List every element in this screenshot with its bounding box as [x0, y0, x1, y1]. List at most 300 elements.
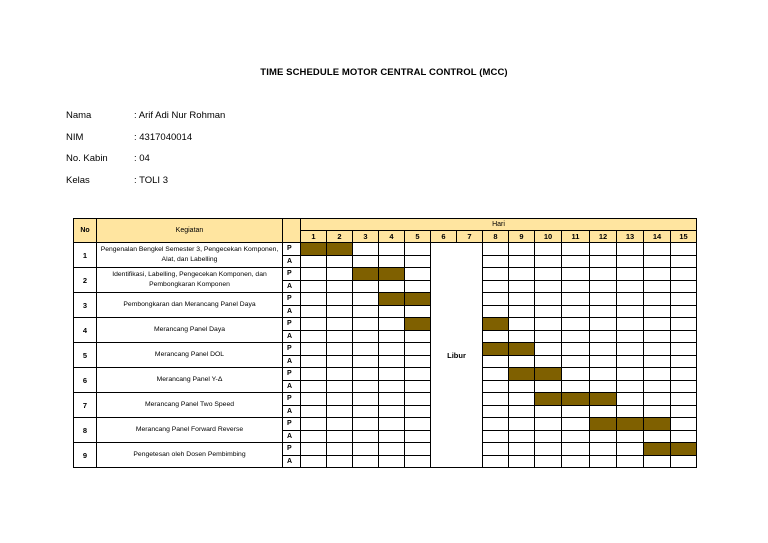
schedule-bar — [535, 393, 562, 406]
row-number: 8 — [74, 418, 97, 443]
schedule-cell — [379, 243, 405, 256]
schedule-cell — [535, 243, 562, 256]
schedule-cell — [617, 405, 644, 418]
activity-cell: Merancang Panel DOL — [97, 343, 283, 368]
schedule-cell — [671, 305, 697, 318]
schedule-cell — [379, 355, 405, 368]
schedule-cell — [535, 443, 562, 456]
schedule-cell — [379, 418, 405, 431]
schedule-cell — [509, 305, 535, 318]
plan-row — [74, 393, 697, 406]
schedule-cell — [379, 443, 405, 456]
schedule-cell — [617, 243, 644, 256]
day-header: 6 — [431, 231, 457, 243]
schedule-cell — [483, 293, 509, 306]
info-value: : Arif Adi Nur Rohman — [134, 110, 226, 121]
schedule-cell — [590, 318, 617, 331]
actual-label: A — [283, 355, 301, 368]
schedule-cell — [562, 330, 590, 343]
schedule-bar — [509, 368, 535, 381]
schedule-cell — [379, 430, 405, 443]
schedule-cell — [353, 305, 379, 318]
actual-label: A — [283, 305, 301, 318]
schedule-cell — [379, 255, 405, 268]
schedule-bar — [562, 393, 590, 406]
schedule-cell — [327, 280, 353, 293]
schedule-cell — [327, 343, 353, 356]
schedule-cell — [617, 293, 644, 306]
schedule-cell — [535, 380, 562, 393]
schedule-cell — [644, 368, 671, 381]
schedule-cell — [644, 380, 671, 393]
schedule-cell — [671, 255, 697, 268]
schedule-bar — [590, 393, 617, 406]
header-pa-blank — [283, 219, 301, 243]
schedule-cell — [617, 318, 644, 331]
schedule-cell — [405, 255, 431, 268]
schedule-cell — [483, 393, 509, 406]
day-header: 11 — [562, 231, 590, 243]
schedule-cell — [617, 343, 644, 356]
activity-cell: Merancang Panel Daya — [97, 318, 283, 343]
schedule-cell — [405, 418, 431, 431]
actual-label: A — [283, 430, 301, 443]
info-label: Kelas — [66, 175, 90, 186]
schedule-bar — [405, 293, 431, 306]
schedule-cell — [671, 280, 697, 293]
schedule-cell — [671, 368, 697, 381]
schedule-cell — [483, 305, 509, 318]
schedule-cell — [535, 268, 562, 281]
schedule-cell — [353, 455, 379, 468]
schedule-cell — [405, 280, 431, 293]
row-number: 9 — [74, 443, 97, 468]
schedule-cell — [483, 455, 509, 468]
schedule-cell — [301, 380, 327, 393]
plan-row — [74, 443, 697, 456]
schedule-cell — [301, 405, 327, 418]
activity-cell: Pembongkaran dan Merancang Panel Daya — [97, 293, 283, 318]
schedule-cell — [562, 418, 590, 431]
schedule-cell — [405, 368, 431, 381]
schedule-cell — [590, 330, 617, 343]
schedule-cell — [405, 380, 431, 393]
plan-label: P — [283, 368, 301, 381]
schedule-cell — [590, 243, 617, 256]
schedule-cell — [671, 293, 697, 306]
schedule-cell — [483, 268, 509, 281]
schedule-cell — [562, 343, 590, 356]
schedule-bar — [644, 443, 671, 456]
schedule-cell — [535, 330, 562, 343]
row-number: 4 — [74, 318, 97, 343]
schedule-cell — [353, 243, 379, 256]
schedule-cell — [301, 355, 327, 368]
schedule-cell — [671, 418, 697, 431]
schedule-bar — [671, 443, 697, 456]
day-header: 8 — [483, 231, 509, 243]
schedule-cell — [644, 405, 671, 418]
schedule-cell — [644, 355, 671, 368]
schedule-bar — [644, 418, 671, 431]
schedule-cell — [562, 443, 590, 456]
day-header: 5 — [405, 231, 431, 243]
schedule-cell — [483, 430, 509, 443]
schedule-cell — [353, 393, 379, 406]
schedule-cell — [562, 355, 590, 368]
schedule-cell — [353, 280, 379, 293]
schedule-cell — [405, 330, 431, 343]
schedule-bar — [353, 268, 379, 281]
schedule-cell — [379, 368, 405, 381]
plan-label: P — [283, 293, 301, 306]
schedule-cell — [644, 243, 671, 256]
schedule-cell — [562, 268, 590, 281]
day-header: 3 — [353, 231, 379, 243]
actual-label: A — [283, 255, 301, 268]
day-header: 7 — [457, 231, 483, 243]
schedule-cell — [617, 368, 644, 381]
schedule-cell — [353, 355, 379, 368]
plan-label: P — [283, 343, 301, 356]
schedule-cell — [301, 418, 327, 431]
day-header: 12 — [590, 231, 617, 243]
plan-label: P — [283, 393, 301, 406]
row-number: 1 — [74, 243, 97, 268]
schedule-cell — [509, 268, 535, 281]
schedule-cell — [405, 443, 431, 456]
schedule-cell — [644, 343, 671, 356]
schedule-bar — [509, 343, 535, 356]
schedule-cell — [617, 380, 644, 393]
schedule-cell — [483, 255, 509, 268]
schedule-cell — [590, 268, 617, 281]
schedule-cell — [301, 268, 327, 281]
schedule-cell — [535, 418, 562, 431]
schedule-cell — [509, 280, 535, 293]
schedule-bar — [327, 243, 353, 256]
schedule-cell — [562, 243, 590, 256]
schedule-cell — [535, 430, 562, 443]
schedule-cell — [617, 443, 644, 456]
activity-cell: Merancang Panel Y-Δ — [97, 368, 283, 393]
activity-cell: Identifikasi, Labelling, Pengecekan Komponen, dan Pembongkaran Komponen — [97, 268, 283, 293]
schedule-cell — [483, 405, 509, 418]
info-value: : 4317040014 — [134, 132, 193, 143]
schedule-cell — [590, 443, 617, 456]
schedule-cell — [590, 368, 617, 381]
schedule-cell — [509, 393, 535, 406]
schedule-cell — [379, 405, 405, 418]
schedule-cell — [483, 368, 509, 381]
schedule-cell — [405, 393, 431, 406]
schedule-bar — [483, 343, 509, 356]
day-header: 10 — [535, 231, 562, 243]
schedule-cell — [405, 405, 431, 418]
schedule-cell — [327, 305, 353, 318]
schedule-cell — [509, 330, 535, 343]
plan-label: P — [283, 443, 301, 456]
schedule-cell — [327, 330, 353, 343]
schedule-cell — [617, 305, 644, 318]
plan-row — [74, 418, 697, 431]
schedule-cell — [590, 280, 617, 293]
row-number: 2 — [74, 268, 97, 293]
schedule-cell — [590, 305, 617, 318]
schedule-cell — [405, 268, 431, 281]
holiday-cell: Libur — [431, 243, 483, 468]
schedule-cell — [301, 318, 327, 331]
schedule-cell — [379, 455, 405, 468]
schedule-cell — [590, 405, 617, 418]
schedule-cell — [379, 380, 405, 393]
schedule-cell — [327, 430, 353, 443]
schedule-cell — [590, 455, 617, 468]
info-label: Nama — [66, 110, 92, 121]
schedule-cell — [644, 305, 671, 318]
schedule-cell — [353, 368, 379, 381]
day-header: 14 — [644, 231, 671, 243]
schedule-cell — [644, 268, 671, 281]
schedule-cell — [301, 393, 327, 406]
schedule-cell — [301, 455, 327, 468]
day-header: 13 — [617, 231, 644, 243]
day-header: 4 — [379, 231, 405, 243]
activity-cell: Merancang Panel Two Speed — [97, 393, 283, 418]
schedule-cell — [353, 380, 379, 393]
schedule-cell — [483, 243, 509, 256]
schedule-cell — [617, 393, 644, 406]
info-label: NIM — [66, 132, 84, 143]
row-number: 6 — [74, 368, 97, 393]
schedule-cell — [301, 293, 327, 306]
schedule-cell — [644, 393, 671, 406]
schedule-cell — [535, 293, 562, 306]
schedule-cell — [405, 305, 431, 318]
schedule-cell — [535, 280, 562, 293]
schedule-cell — [301, 368, 327, 381]
schedule-cell — [617, 455, 644, 468]
schedule-cell — [590, 380, 617, 393]
schedule-cell — [301, 280, 327, 293]
schedule-cell — [535, 455, 562, 468]
schedule-cell — [405, 455, 431, 468]
schedule-bar — [379, 268, 405, 281]
schedule-cell — [562, 455, 590, 468]
schedule-cell — [535, 355, 562, 368]
schedule-cell — [617, 430, 644, 443]
schedule-cell — [327, 380, 353, 393]
schedule-table — [73, 218, 697, 468]
schedule-bar — [405, 318, 431, 331]
schedule-cell — [379, 393, 405, 406]
plan-row — [74, 243, 697, 256]
plan-row — [74, 343, 697, 356]
schedule-cell — [327, 443, 353, 456]
schedule-bar — [483, 318, 509, 331]
schedule-cell — [644, 455, 671, 468]
schedule-cell — [327, 318, 353, 331]
schedule-cell — [379, 305, 405, 318]
schedule-cell — [509, 430, 535, 443]
schedule-cell — [535, 318, 562, 331]
schedule-cell — [483, 280, 509, 293]
plan-label: P — [283, 418, 301, 431]
actual-label: A — [283, 455, 301, 468]
schedule-cell — [590, 430, 617, 443]
info-label: No. Kabin — [66, 153, 108, 164]
actual-label: A — [283, 330, 301, 343]
schedule-cell — [671, 380, 697, 393]
schedule-cell — [617, 255, 644, 268]
schedule-cell — [617, 268, 644, 281]
schedule-cell — [509, 318, 535, 331]
activity-cell: Pengenalan Bengkel Semester 3, Pengecekan Komponen, Alat, dan Labelling — [97, 243, 283, 268]
header-row-top — [74, 219, 697, 231]
schedule-cell — [327, 293, 353, 306]
schedule-bar — [301, 243, 327, 256]
actual-label: A — [283, 380, 301, 393]
schedule-cell — [535, 405, 562, 418]
schedule-cell — [562, 280, 590, 293]
schedule-cell — [379, 280, 405, 293]
schedule-cell — [562, 305, 590, 318]
schedule-cell — [327, 393, 353, 406]
schedule-cell — [353, 293, 379, 306]
schedule-cell — [562, 430, 590, 443]
schedule-cell — [327, 355, 353, 368]
schedule-cell — [379, 343, 405, 356]
schedule-cell — [671, 330, 697, 343]
schedule-cell — [509, 243, 535, 256]
schedule-cell — [590, 255, 617, 268]
schedule-cell — [509, 293, 535, 306]
schedule-cell — [562, 368, 590, 381]
schedule-cell — [590, 355, 617, 368]
schedule-cell — [509, 255, 535, 268]
row-number: 3 — [74, 293, 97, 318]
schedule-cell — [379, 318, 405, 331]
schedule-cell — [353, 318, 379, 331]
schedule-cell — [327, 255, 353, 268]
schedule-cell — [353, 330, 379, 343]
schedule-cell — [562, 255, 590, 268]
schedule-cell — [353, 418, 379, 431]
schedule-cell — [644, 318, 671, 331]
row-number: 5 — [74, 343, 97, 368]
header-no: No — [74, 219, 97, 243]
schedule-cell — [483, 418, 509, 431]
schedule-cell — [301, 305, 327, 318]
schedule-cell — [644, 330, 671, 343]
schedule-cell — [301, 255, 327, 268]
schedule-cell — [509, 455, 535, 468]
schedule-cell — [671, 405, 697, 418]
schedule-cell — [405, 430, 431, 443]
schedule-cell — [301, 430, 327, 443]
schedule-cell — [483, 355, 509, 368]
plan-label: P — [283, 268, 301, 281]
schedule-cell — [671, 343, 697, 356]
plan-row — [74, 318, 697, 331]
schedule-cell — [327, 418, 353, 431]
info-value: : TOLI 3 — [134, 175, 168, 186]
schedule-cell — [590, 343, 617, 356]
schedule-cell — [327, 405, 353, 418]
schedule-cell — [483, 443, 509, 456]
schedule-cell — [301, 443, 327, 456]
schedule-cell — [353, 405, 379, 418]
schedule-cell — [405, 343, 431, 356]
activity-cell: Merancang Panel Forward Reverse — [97, 418, 283, 443]
schedule-cell — [671, 268, 697, 281]
schedule-bar — [379, 293, 405, 306]
page-title: TIME SCHEDULE MOTOR CENTRAL CONTROL (MCC) — [260, 67, 508, 78]
schedule-cell — [671, 455, 697, 468]
actual-label: A — [283, 405, 301, 418]
row-number: 7 — [74, 393, 97, 418]
info-value: : 04 — [134, 153, 150, 164]
day-header: 1 — [301, 231, 327, 243]
plan-row — [74, 293, 697, 306]
schedule-cell — [644, 293, 671, 306]
schedule-cell — [590, 293, 617, 306]
schedule-cell — [562, 405, 590, 418]
schedule-cell — [617, 355, 644, 368]
schedule-cell — [644, 255, 671, 268]
schedule-cell — [671, 318, 697, 331]
schedule-cell — [353, 430, 379, 443]
schedule-cell — [483, 380, 509, 393]
schedule-cell — [327, 268, 353, 281]
schedule-cell — [405, 355, 431, 368]
schedule-cell — [379, 330, 405, 343]
schedule-bar — [617, 418, 644, 431]
plan-label: P — [283, 243, 301, 256]
schedule-cell — [405, 243, 431, 256]
schedule-cell — [562, 293, 590, 306]
schedule-cell — [301, 343, 327, 356]
schedule-cell — [509, 405, 535, 418]
schedule-cell — [353, 255, 379, 268]
schedule-cell — [535, 255, 562, 268]
schedule-cell — [617, 330, 644, 343]
schedule-cell — [562, 380, 590, 393]
schedule-cell — [535, 343, 562, 356]
schedule-cell — [671, 355, 697, 368]
schedule-cell — [353, 343, 379, 356]
schedule-bar — [590, 418, 617, 431]
schedule-cell — [509, 355, 535, 368]
header-activity: Kegiatan — [97, 219, 283, 243]
schedule-cell — [644, 430, 671, 443]
schedule-cell — [671, 430, 697, 443]
schedule-cell — [353, 443, 379, 456]
schedule-cell — [327, 455, 353, 468]
schedule-cell — [301, 330, 327, 343]
header-days: Hari — [301, 219, 697, 231]
plan-row — [74, 268, 697, 281]
activity-cell: Pengetesan oleh Dosen Pembimbing — [97, 443, 283, 468]
day-header: 9 — [509, 231, 535, 243]
schedule-cell — [483, 330, 509, 343]
plan-row — [74, 368, 697, 381]
schedule-cell — [671, 393, 697, 406]
plan-label: P — [283, 318, 301, 331]
actual-label: A — [283, 280, 301, 293]
schedule-cell — [535, 305, 562, 318]
schedule-cell — [562, 318, 590, 331]
